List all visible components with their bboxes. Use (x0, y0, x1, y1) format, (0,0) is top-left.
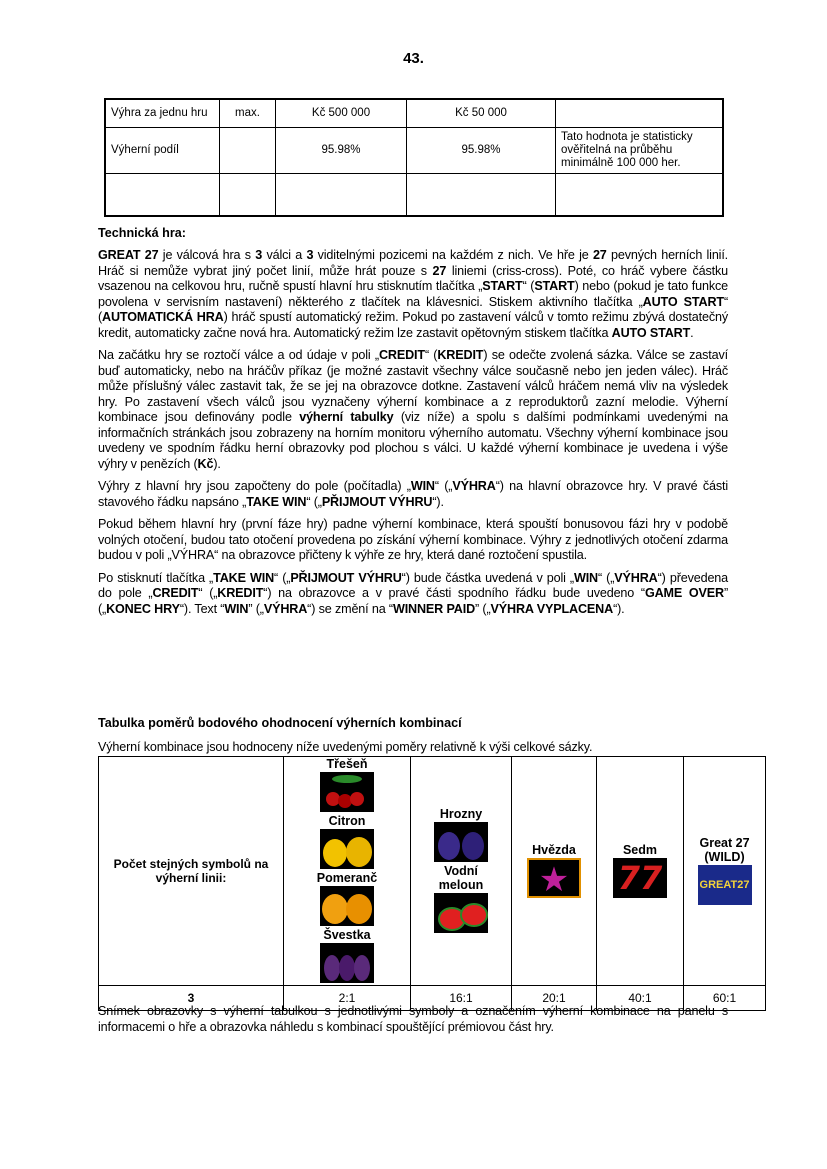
symbol-label: Pomeranč (316, 871, 378, 885)
bold-text: START (482, 279, 523, 293)
text: “ ( (424, 348, 438, 362)
bold-text: 27 (592, 248, 607, 262)
ratio-cell: 60:1 (684, 986, 766, 1011)
table-cell: 95.98% (407, 127, 556, 173)
bold-text: GREAT 27 (98, 248, 159, 262)
paragraph (98, 571, 728, 618)
bold-text: WIN (224, 601, 249, 616)
text: pevných herních linií. Hráč si nemůže vybrat jiný počet linií, může hrát pouze s (98, 248, 729, 278)
text: viditelnými pozicemi na každém z nich. Ve hře je (313, 248, 593, 262)
star-icon: ★ (527, 858, 581, 898)
paragraph (98, 248, 728, 341)
text: Výhry z hlavní hry jsou započteny do pole (počítadla) „ (98, 479, 411, 493)
ratio-cell: 2:1 (284, 986, 411, 1011)
table-cell (220, 173, 276, 216)
text: válci a (262, 248, 307, 262)
symbol-label: Sedm (622, 842, 658, 857)
table-cell (220, 127, 276, 173)
text: ” („ (98, 586, 728, 616)
symbol-cell-fruits (284, 757, 411, 986)
bold-text: 3 (306, 248, 314, 262)
text: Na začátku hry se roztočí válce a od údaje v poli „ (98, 348, 379, 362)
text: “) se změní na “ (307, 601, 393, 616)
text: “) převedena do pole „ (98, 570, 729, 600)
paragraph (98, 479, 728, 510)
text: Pokud během hlavní hry (první fáze hry) padne výherní kombinace, která spouští bonusovou fázi hry v podobě volných otočení, budou tato otočení provedena po získání výherní kombinace. Výhry z jednotlivých otočení zdarma budou v poli „VÝHRA“ na obrazovce přičteny k výhře ze hry, která dané roztočení spustila. (98, 517, 728, 562)
orange-icon (320, 886, 374, 926)
symbol-cell-wild (684, 757, 766, 986)
bold-text: VÝHRA (452, 479, 496, 493)
bold-text: START (534, 279, 575, 293)
bold-text: VÝHRA VYPLACENA (490, 601, 614, 616)
bold-text: WIN (573, 570, 598, 585)
text: “ („ (306, 494, 322, 509)
symbol-label: Švestka (323, 928, 371, 942)
great27-wild-icon: GREAT27 (698, 865, 752, 905)
table-cell: Výhra za jednu hru (105, 99, 220, 127)
bold-text: WINNER PAID (392, 601, 476, 616)
text: ) hráč spustí automatický režim. Pokud po zastavení válců v tomto režimu zbývá dostatečný kredit, automaticky začne nová hra. Automatický režim lze zastavit opětovným stiskem tlačítka (98, 310, 728, 340)
bold-text: GAME OVER (644, 586, 724, 600)
table-cell: 95.98% (276, 127, 407, 173)
bold-text: WIN (410, 479, 435, 493)
game-parameters-table (104, 98, 724, 217)
plum-icon (320, 943, 374, 983)
text: “) na hlavní obrazovce hry. V pravé části stavového řádku napsáno „ (98, 479, 728, 509)
text: “). (432, 494, 444, 509)
ratio-cell: 16:1 (411, 986, 512, 1011)
bold-text: AUTOMATICKÁ HRA (102, 310, 224, 324)
symbol-cell-seven (597, 757, 684, 986)
bold-text: 27 (432, 263, 447, 278)
bold-text: AUTO START (642, 294, 724, 309)
bold-text: KONEC HRY (106, 601, 180, 616)
ratio-cell: 20:1 (512, 986, 597, 1011)
bold-text: CREDIT (378, 348, 425, 362)
symbol-cell-star (512, 757, 597, 986)
bold-text: výherní tabulky (299, 410, 394, 424)
bold-text: CREDIT (152, 586, 199, 600)
text: ” („ (475, 601, 491, 616)
grapes-icon (434, 822, 488, 862)
text: “) bude částka uvedená v poli „ (401, 570, 574, 585)
lemon-icon (320, 829, 374, 869)
cherry-icon (320, 772, 374, 812)
table-row (99, 757, 766, 986)
bold-text: Kč (197, 456, 214, 471)
bold-text: VÝHRA (614, 570, 658, 585)
paytable-heading: Tabulka poměrů bodového ohodnocení výherních kombinací (98, 716, 462, 730)
footer-text: Snímek obrazovky s výherní tabulkou s jednotlivými symboly a označením výherní kombinace na panelu s informacemi o hře a obrazovka náhledu s kombinací spouštějící prémiovou část hry. (98, 1004, 728, 1034)
bold-text: TAKE WIN (246, 494, 307, 509)
seven-icon: 77 (613, 858, 667, 898)
text: “ („ (274, 570, 291, 585)
table-cell: Kč 500 000 (276, 99, 407, 127)
table-cell (105, 173, 220, 216)
table-cell (276, 173, 407, 216)
text: je válcová hra s (158, 248, 256, 262)
symbol-label: Great 27 (WILD) (699, 835, 750, 864)
text: ) se odečte zvolená sázka. Válce se zastaví buď automaticky, nebo na hráčův příkaz (je možné zastavit všechny válce současně nebo jen jeden válec). Hráč může příslušný válec zastavit tak, že se jej na obrazovce dotkne. Zastavení válců hráčem nemá vliv na výsledek hry. Po zastavení všech válců jsou vyznačeny výherní kombinace a z reproduktorů zazní melodie. Výherní kombinace jsou definovány podle (98, 348, 729, 424)
watermelon-icon (434, 893, 488, 933)
paytable (98, 756, 766, 1011)
paytable-intro: Výherní kombinace jsou hodnoceny níže uvedenými poměry relativně k výši celkové sázky. (98, 740, 593, 754)
section-heading-technical: Technická hra: (98, 226, 186, 240)
table-row (105, 173, 723, 216)
table-cell (556, 99, 724, 127)
paragraph (98, 348, 728, 472)
symbol-label: Vodní meloun (438, 864, 484, 892)
text: “ („ (597, 570, 615, 585)
text: liniemi (criss-cross). Poté, co hráč vybere částku vsazenou na celkovou hru, ručně spustí hlavní hru stisknutím tlačítka „ (98, 263, 728, 293)
text: Po stisknutí tlačítka „ (98, 570, 214, 585)
table-row (105, 127, 723, 173)
body-text (98, 248, 728, 624)
bold-text: TAKE WIN (213, 570, 275, 585)
bold-text: AUTO START (611, 325, 691, 340)
text: (viz níže) a spolu s dalšími podmínkami uvedenými na informačních stránkách jsou zobrazeny na horním monitoru výherního automatu. Všechny výherní kombinace jsou uvedeny ve spodním řádku herní obrazovky pod plochou s válci. U každé výherní kombinace je uvedena i výše výhry v penězích ( (98, 410, 728, 471)
table-cell (556, 173, 724, 216)
symbol-cell-grapes-melon (411, 757, 512, 986)
bold-text: VÝHRA (263, 601, 308, 616)
bold-text: PŘIJMOUT VÝHRU (321, 494, 433, 509)
text: ) nebo (pokud je tato funkce povolena v servisním nastavení) některého z tlačítek na klávesnici. Stiskem aktivního tlačítka „ (98, 279, 728, 309)
symbol-label: Třešeň (326, 757, 368, 771)
table-cell (407, 173, 556, 216)
ratio-cell: 40:1 (597, 986, 684, 1011)
text: ). (213, 456, 221, 471)
symbol-label: Hvězda (532, 842, 576, 857)
row-label: Počet stejných symbolů na výherní linii: (99, 757, 284, 986)
page-number: 43. (403, 50, 424, 67)
bold-text: KREDIT (437, 348, 484, 362)
bold-text: 3 (255, 248, 263, 262)
table-cell: Tato hodnota je statisticky ověřitelná na průběhu minimálně 100 000 her. (556, 127, 724, 173)
text: “) na obrazovce a v pravé části spodního řádku bude uvedeno “ (263, 586, 645, 600)
text: “ ( (522, 279, 535, 293)
text: “ („ (434, 479, 453, 493)
text: “ ( (98, 294, 728, 324)
table-cell: max. (220, 99, 276, 127)
table-cell: Kč 50 000 (407, 99, 556, 127)
table-row (105, 99, 723, 127)
text: ” („ (248, 601, 264, 616)
symbol-count: 3 (99, 986, 284, 1011)
bold-text: PŘIJMOUT VÝHRU (290, 570, 402, 585)
symbol-label: Citron (328, 814, 366, 828)
text: “). (613, 601, 625, 616)
paragraph (98, 517, 728, 564)
table-cell: Výherní podíl (105, 127, 220, 173)
bold-text: KREDIT (217, 586, 264, 600)
symbol-label: Hrozny (439, 807, 483, 821)
text: “). Text “ (179, 601, 225, 616)
text: “ („ (198, 586, 218, 600)
text: . (690, 325, 694, 340)
